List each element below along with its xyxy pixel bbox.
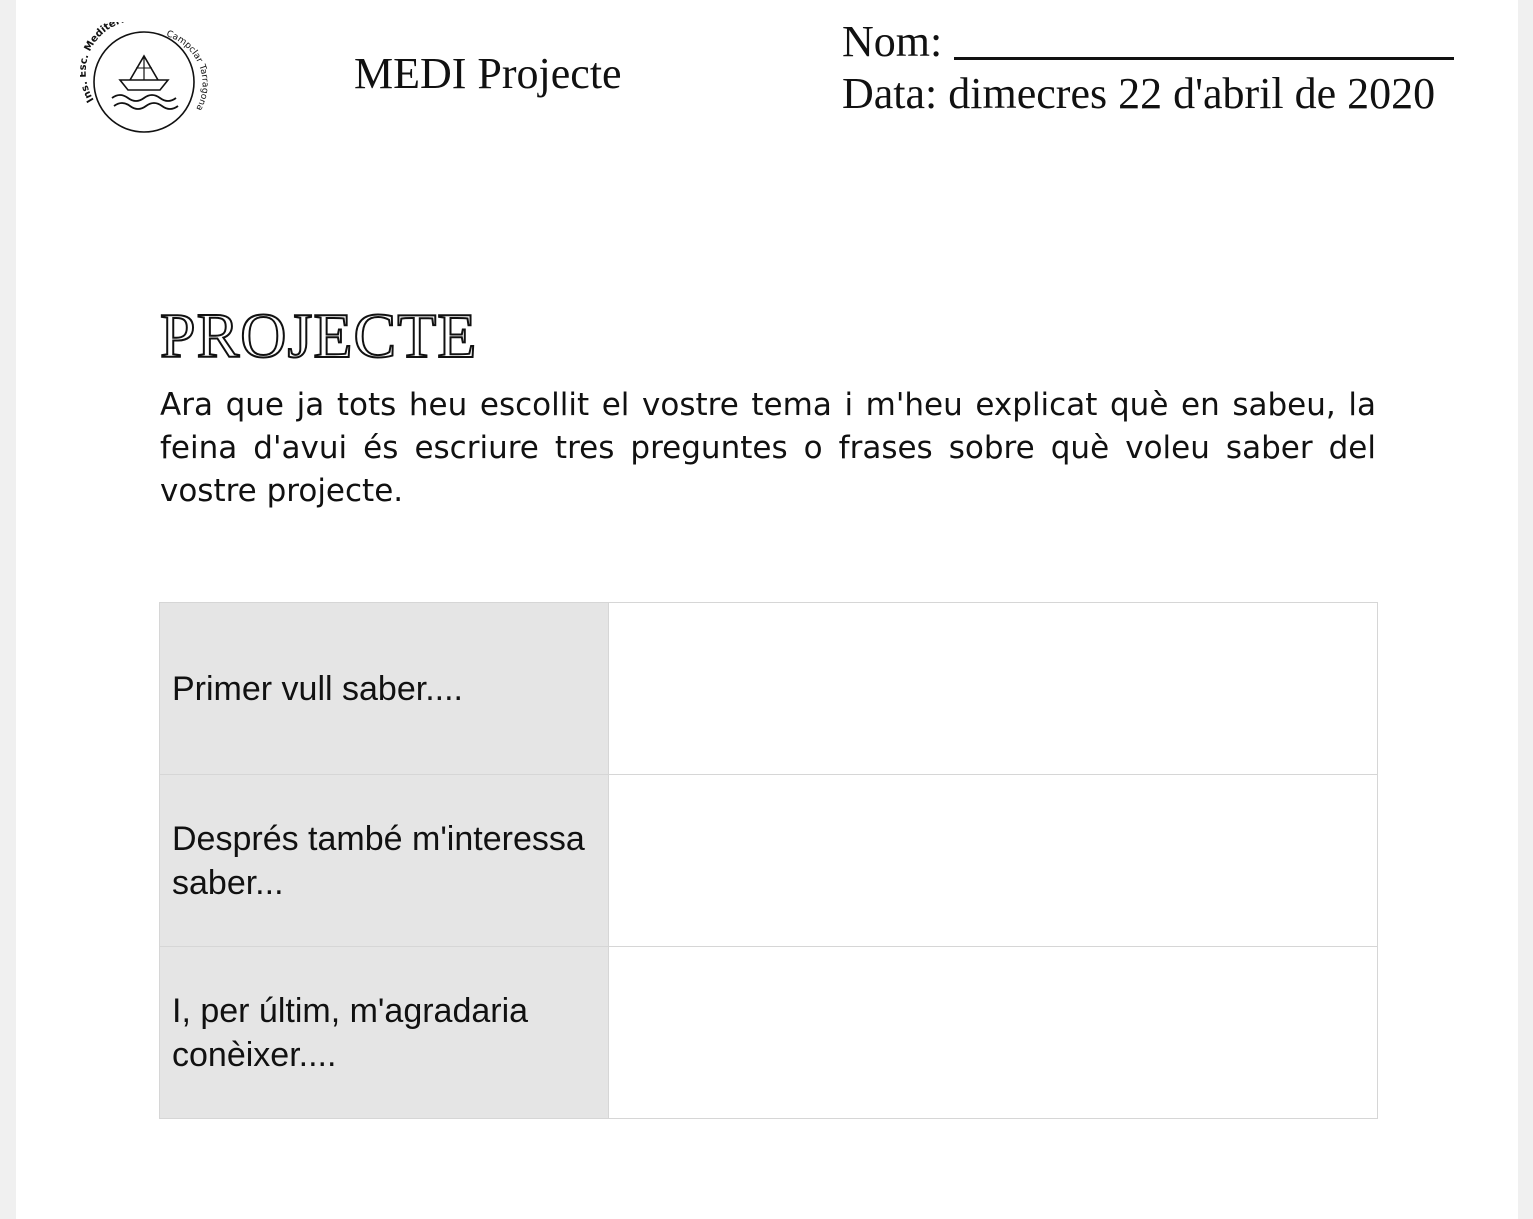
- svg-text:Ins. Esc. Mediterrani: Ins . Medite: [80, 22, 118, 105]
- answer-cell[interactable]: [609, 947, 1378, 1119]
- instructions-paragraph: Ara que ja tots heu escollit el vostre tema i m'heu explicat què en sabeu, la feina d'avui és escriure tres preguntes o frases sobre què voleu saber del vostre projecte.: [160, 387, 1376, 509]
- paper-boat-on-waves-icon: [80, 22, 214, 140]
- worksheet-page: [16, 0, 1518, 1219]
- question-label: Primer vull saber....: [160, 603, 609, 775]
- student-info: [842, 16, 1454, 120]
- section-title: PROJECTE: [160, 300, 478, 371]
- name-row: [842, 16, 1454, 68]
- table-row: [160, 603, 1378, 775]
- subject-title: MEDI Projecte: [354, 49, 622, 98]
- answer-cell[interactable]: [609, 775, 1378, 947]
- question-label: I, per últim, m'agradaria conèixer....: [160, 947, 609, 1119]
- school-logo: [80, 22, 214, 140]
- name-label: Nom:: [842, 17, 943, 66]
- date-row: [842, 68, 1454, 120]
- question-label: Després també m'interessa saber...: [160, 775, 609, 947]
- questions-table: [159, 602, 1378, 1119]
- svg-text:Campclar Tarragona: Campclar Tarragona: [164, 29, 210, 113]
- date-text: Data: dimecres 22 d'abril de 2020: [842, 69, 1436, 118]
- table-row: [160, 775, 1378, 947]
- table-row: [160, 947, 1378, 1119]
- answer-cell[interactable]: [609, 603, 1378, 775]
- name-blank-line[interactable]: [954, 53, 1454, 60]
